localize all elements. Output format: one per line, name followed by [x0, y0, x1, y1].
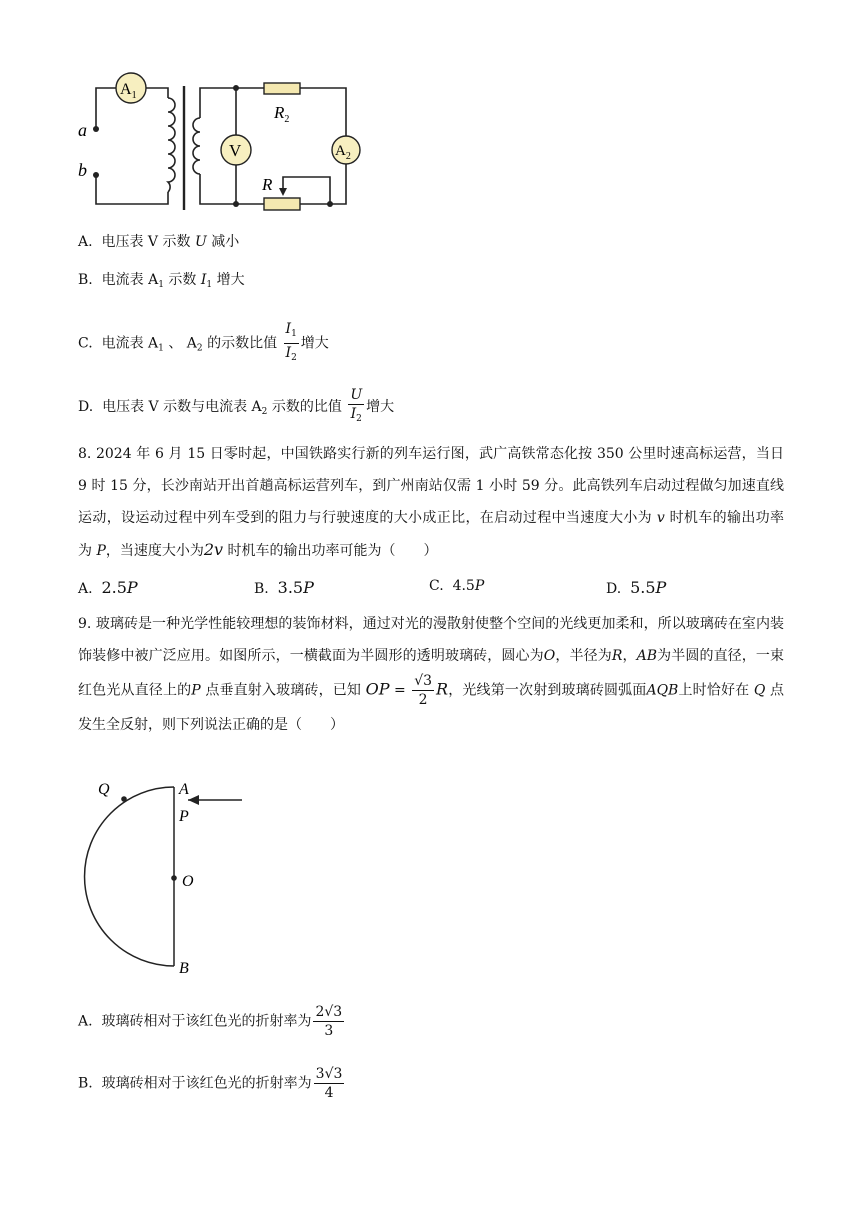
q7-option-c: C. 电流表 $A_1$ 、 $A_2$ 的示数比值 $\frac{I_1}{I_2}$ 增大 [78, 320, 329, 367]
q8-stem: 8. 2024 年 6 月 15 日零时起，中国铁路实行新的列车运行图，武广高铁常态化按 350 公里时速高标运营，当日 9 时 15 分，长沙南站开出首趟高标运营列车，到广州南站仅需 1 小时 59 分。此高铁列车启动过程做匀加速直线运动，设运动过程中列车受到的阻力与行驶速度的大小成正比，在启动过程中当速度大小为 v 时机车的输出功率为 P，当速度大小为2v 时机车的输出功率可能为（ ） [78, 446, 785, 559]
voltmeter-label: V [229, 141, 242, 160]
q7-c-fraction: $\frac{I_1}{I_2}$ [285, 321, 297, 363]
q8-option-c: C. 4.5P [429, 578, 485, 594]
q7-option-d: D. 电压表 V 示数与电流表 $A_2$ 示数的比值 $\frac{U}{I_2}$ 增大 [78, 386, 394, 428]
point-b-label: B [179, 960, 189, 977]
q7-d-fraction: $\frac{U}{I_2}$ [350, 387, 363, 424]
ammeter-a1-label: $A_1$ [120, 81, 137, 101]
point-q-label: Q [98, 781, 110, 798]
ammeter-a2-label: $A_2$ [335, 143, 351, 162]
transformer-circuit-diagram [78, 70, 368, 215]
q9-option-a: A. 玻璃砖相对于该红色光的折射率为 $\frac{2√3}{3}$ [78, 1004, 343, 1039]
q7-option-a: A. 电压表 V 示数 U 减小 [78, 234, 240, 250]
terminal-b-label: b [78, 160, 87, 180]
q8-option-b: B. 3.5P [254, 578, 314, 597]
point-a-label: A [179, 781, 189, 798]
q9-option-b: B. 玻璃砖相对于该红色光的折射率为 $\frac{3√3}{4}$ [78, 1066, 343, 1101]
rheostat-r-label: R [262, 175, 273, 194]
q8-option-d: D. 5.5P [606, 578, 667, 597]
terminal-a-label: a [78, 120, 87, 140]
q9-stem: 9. 玻璃砖是一种光学性能较理想的装饰材料，通过对光的漫散射使整个空间的光线更加柔和，所以玻璃砖在室内装饰装修中被广泛应用。如图所示，一横截面为半圆形的透明玻璃砖，圆心为O，半径为R，AB为半圆的直径，一束红色光从直径上的P 点垂直射入玻璃砖，已知 OP = $\frac{√3}{2}$ R，光线第一次射到玻璃砖圆弧面AQB上时恰好在 Q 点发生全反射，则下列说法正确的是（ ） [78, 616, 785, 733]
q7-option-b: B. 电流表 $A_1$ 示数 $I_1$ 增大 [78, 272, 245, 290]
semicircle-glass-brick-figure [78, 770, 258, 980]
resistor-r2-label: $R_2$ [274, 103, 290, 125]
q9-op-equation: OP = $\frac{√3}{2}$ R [365, 673, 449, 708]
point-p-label: P [179, 808, 189, 825]
point-o-label: O [182, 873, 194, 890]
q8-option-a: A. 2.5P [78, 578, 138, 597]
